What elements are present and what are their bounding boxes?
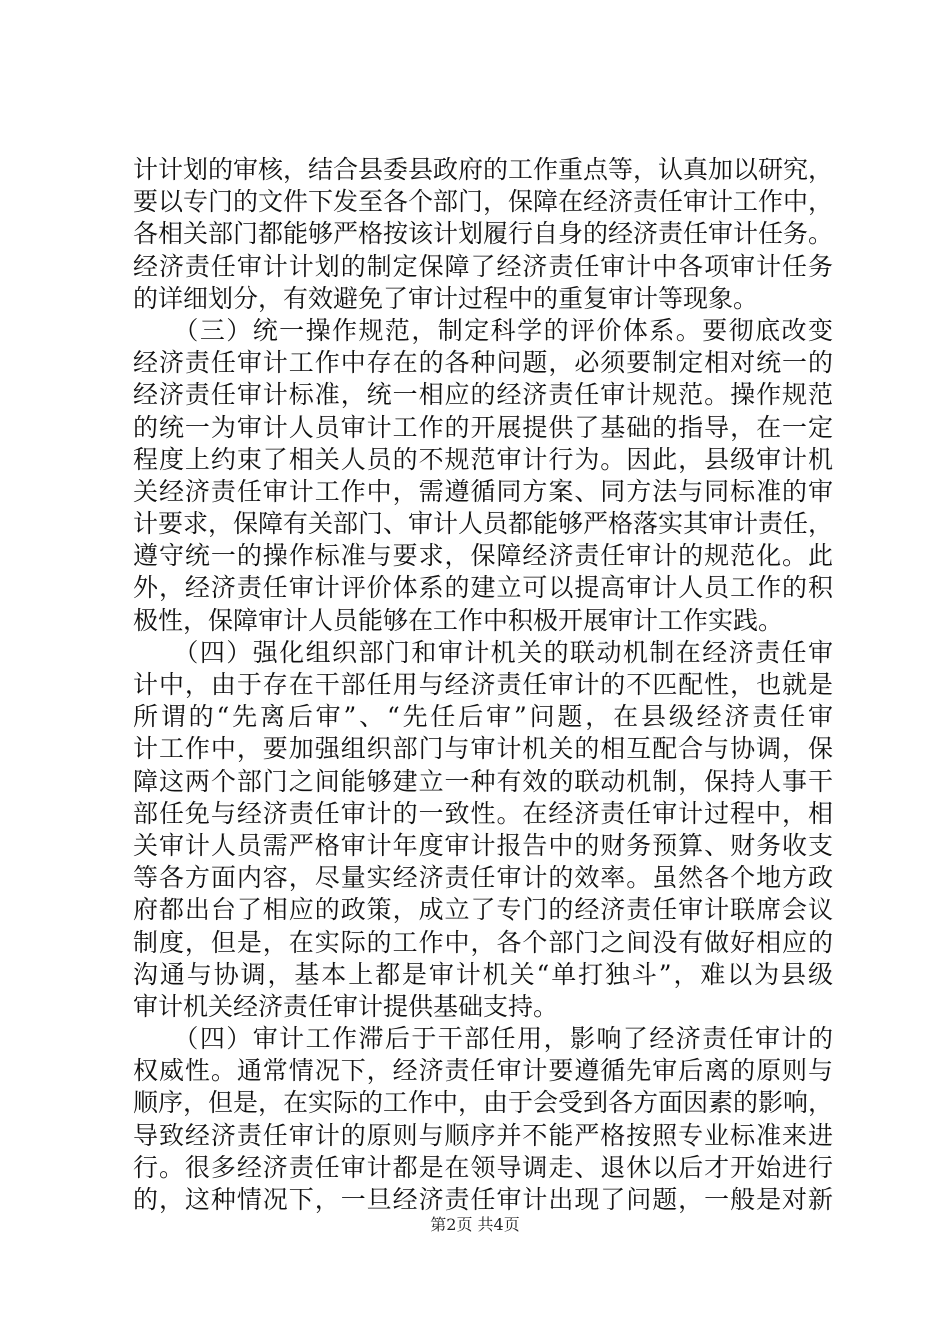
text-line: 计中，由于存在干部任用与经济责任审计的不匹配性，也就是 — [133, 670, 833, 699]
text-line: 行。很多经济责任审计都是在领导调走、退休以后才开始进行 — [133, 1152, 833, 1182]
page-footer: 第2页 共4页 — [430, 1215, 520, 1234]
text-line: 各相关部门都能够严格按该计划履行自身的经济责任审计任务。 — [133, 219, 833, 249]
text-line: （四）强化组织部门和审计机关的联动机制在经济责任审 — [133, 637, 833, 667]
text-line: 的，这种情况下，一旦经济责任审计出现了问题，一般是对新 — [133, 1185, 833, 1214]
text-line: 经济责任审计计划的制定保障了经济责任审计中各项审计任务 — [133, 251, 833, 281]
text-line: 经济责任审计标准，统一相应的经济责任审计规范。操作规范 — [133, 380, 833, 410]
text-line: 府都出台了相应的政策，成立了专门的经济责任审计联席会议 — [133, 895, 833, 925]
text-line: 经济责任审计工作中存在的各种问题，必须要制定相对统一的 — [133, 348, 833, 378]
text-line: （三）统一操作规范，制定科学的评价体系。要彻底改变 — [133, 315, 833, 345]
text-line: 程度上约束了相关人员的不规范审计行为。因此，县级审计机 — [133, 444, 833, 474]
text-line: 要以专门的文件下发至各个部门，保障在经济责任审计工作中， — [133, 187, 833, 217]
text-line: 导致经济责任审计的原则与顺序并不能严格按照专业标准来进 — [133, 1120, 833, 1150]
text-line: 审计机关经济责任审计提供基础支持。 — [133, 991, 559, 1021]
text-line: 遵守统一的操作标准与要求，保障经济责任审计的规范化。此 — [133, 541, 833, 571]
text-line: 关经济责任审计工作中，需遵循同方案、同方法与同标准的审 — [133, 476, 833, 506]
text-line: 外，经济责任审计评价体系的建立可以提高审计人员工作的积 — [133, 573, 833, 603]
text-line: 关审计人员需严格审计年度审计报告中的财务预算、财务收支 — [133, 830, 833, 860]
text-line: 顺序，但是，在实际的工作中，由于会受到各方面因素的影响， — [133, 1088, 833, 1118]
text-line: 的统一为审计人员审计工作的开展提供了基础的指导，在一定 — [133, 412, 833, 442]
text-line: 制度，但是，在实际的工作中，各个部门之间没有做好相应的 — [133, 927, 833, 957]
text-line: 极性，保障审计人员能够在工作中积极开展审计工作实践。 — [133, 605, 784, 635]
text-line: 沟通与协调，基本上都是审计机关“单打独斗”，难以为县级 — [133, 959, 833, 989]
text-line: 部任免与经济责任审计的一致性。在经济责任审计过程中，相 — [133, 798, 833, 828]
text-line: 计要求，保障有关部门、审计人员都能够严格落实其审计责任， — [133, 509, 833, 539]
text-line: 权威性。通常情况下，经济责任审计要遵循先审后离的原则与 — [133, 1056, 833, 1086]
document-body — [133, 154, 833, 1216]
text-line: 等各方面内容，尽量实经济责任审计的效率。虽然各个地方政 — [133, 863, 833, 893]
text-line: 所谓的“先离后审”、“先任后审”问题，在县级经济责任审 — [133, 702, 833, 732]
text-line: 的详细划分，有效避免了审计过程中的重复审计等现象。 — [133, 283, 759, 313]
text-line: 障这两个部门之间能够建立一种有效的联动机制，保持人事干 — [133, 766, 833, 796]
text-line: 计计划的审核，结合县委县政府的工作重点等，认真加以研究， — [133, 155, 833, 184]
text-line: （四）审计工作滞后于干部任用，影响了经济责任审计的 — [133, 1024, 833, 1054]
text-line: 计工作中，要加强组织部门与审计机关的相互配合与协调，保 — [133, 734, 833, 764]
